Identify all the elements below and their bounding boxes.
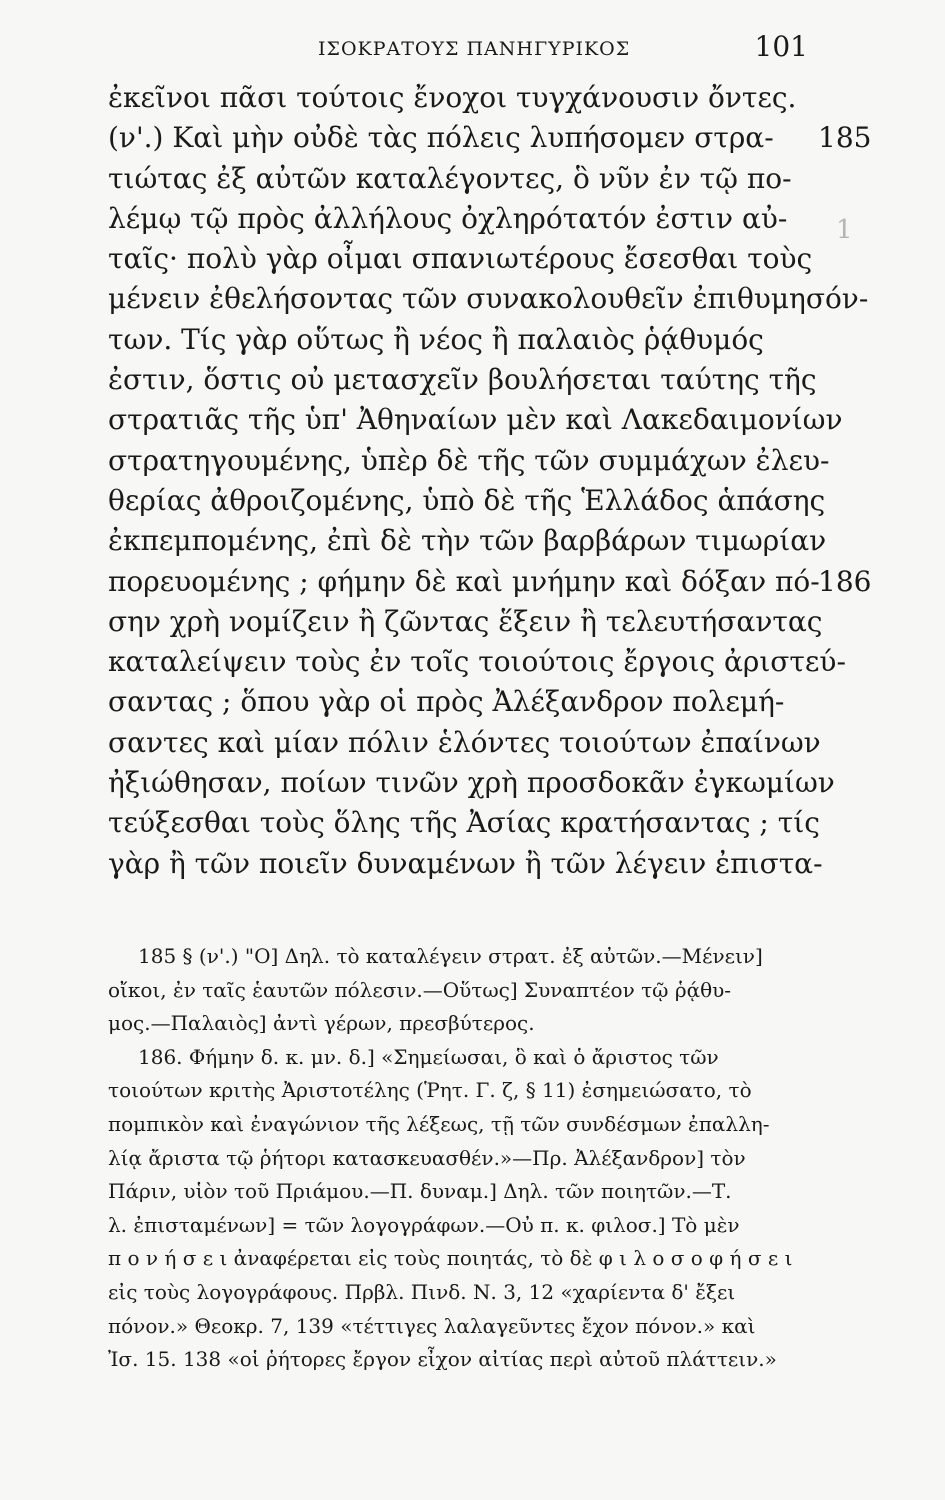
text-line: λέμῳ τῷ πρὸς ἀλλήλους ὀχληρότατόν ἐστιν αὐ- — [108, 201, 788, 235]
footnote-line: Πάριν, υἱὸν τοῦ Πριάμου.—Π. δυναμ.] Δηλ. τῶν ποιητῶν.—Τ. — [108, 1179, 732, 1204]
text-line: σην χρὴ νομίζειν ἢ ζῶντας ἕξειν ἢ τελευτήσαντας — [108, 604, 823, 638]
footnote-line: π ο ν ή σ ε ι ἀναφέρεται εἰς τοὺς ποιητάς, τὸ δὲ φ ι λ ο σ ο φ ή σ ε ι — [108, 1246, 793, 1271]
text-line: ἐστιν, ὅστις οὐ μετασχεῖν βουλήσεται ταύτης τῆς — [108, 363, 817, 397]
text-line: τιώτας ἐξ αὐτῶν καταλέγοντες, ὃ νῦν ἐν τῷ πο- — [108, 161, 792, 195]
text-line: καταλείψειν τοὺς ἐν τοῖς τοιούτοις ἔργοις ἀριστεύ- — [108, 645, 846, 679]
footnote-line: οἴκοι, ἐν ταῖς ἑαυτῶν πόλεσιν.—Οὕτως] Συναπτέον τῷ ῥᾴθυ- — [108, 977, 732, 1002]
footnote-line: πόνον.» Θεοκρ. 7, 139 «τέττιγες λαλαγεῦντες ἔχον πόνον.» καὶ — [108, 1313, 756, 1338]
text-line: ἐκεῖνοι πᾶσι τούτοις ἔνοχοι τυγχάνουσιν ὄντες. — [108, 81, 797, 114]
footnotes — [108, 940, 823, 1377]
text-line: ταῖς· πολὺ γὰρ οἶμαι σπανιωτέρους ἔσεσθαι τοὺς — [108, 242, 813, 276]
text-line: στρατηγουμένης, ὑπὲρ δὲ τῆς τῶν συμμάχων ἐλευ- — [108, 443, 830, 477]
footnote-line: λ. ἐπισταμένων] = τῶν λογογράφων.—Οὐ π. κ. φιλοσ.] Τὸ μὲν — [108, 1212, 740, 1237]
footnote-line: εἰς τοὺς λογογράφους. Πρβλ. Πινδ. Ν. 3, 12 «χαρίεντα δ' ἔξει — [108, 1279, 736, 1304]
page-number: 101 — [754, 30, 808, 63]
text-line: θερίας ἀθροιζομένης, ὑπὸ δὲ τῆς Ἑλλάδος ἁπάσης — [108, 483, 826, 517]
footnote-line: 186. Φήμην δ. κ. μν. δ.] «Σημείωσαι, ὃ καὶ ὁ ἄριστος τῶν — [138, 1044, 719, 1069]
text-line: πορευομένης ; φήμην δὲ καὶ μνήμην καὶ δόξαν πό- — [108, 564, 820, 598]
text-line: στρατιᾶς τῆς ὑπ' Ἀθηναίων μὲν καὶ Λακεδαιμονίων — [108, 403, 843, 437]
footnote-line: 185 § (ν'.) "Ο] Δηλ. τὸ καταλέγειν στρατ. ἐξ αὐτῶν.—Μένειν] — [138, 944, 763, 968]
footnote-line: πομπικὸν καὶ ἐναγώνιον τῆς λέξεως, τῇ τῶν συνδέσμων ἐπαλλη- — [108, 1111, 770, 1136]
text-line: σαντες καὶ μίαν πόλιν ἑλόντες τοιούτων ἐπαίνων — [108, 725, 821, 759]
footnote-line: μος.—Παλαιὸς] ἀντὶ γέρων, πρεσβύτερος. — [108, 1011, 535, 1036]
text-line: μένειν ἐθελήσοντας τῶν συνακολουθεῖν ἐπιθυμησόν- — [108, 282, 869, 316]
footnote-line: Ἰσ. 15. 138 «οἱ ῥήτορες ἔργον εἶχον αἰτίας περὶ αὐτοῦ πλάττειν.» — [108, 1347, 777, 1372]
text-line: γὰρ ἢ τῶν ποιεῖν δυναμένων ἢ τῶν λέγειν ἐπιστα- — [108, 846, 823, 880]
section-number: 186 — [818, 564, 872, 598]
text-line: ἐκπεμπομένης, ἐπὶ δὲ τὴν τῶν βαρβάρων τιμωρίαν — [108, 524, 827, 558]
footnote-line: τοιούτων κριτὴς Ἀριστοτέλης (Ῥητ. Γ. ζ, § 11) ἐσημειώσατο, τὸ — [108, 1078, 752, 1103]
text-line: των. Τίς γὰρ οὕτως ἢ νέος ἢ παλαιὸς ῥᾴθυμός — [108, 322, 764, 356]
running-title: ΙΣΟΚΡΑΤΟΥΣ ΠΑΝΗΓΥΡΙΚΟΣ — [318, 38, 631, 60]
bleed-through-mark: 1 — [836, 215, 853, 245]
text-line: τεύξεσθαι τοὺς ὅλης τῆς Ἀσίας κρατήσαντας ; τίς — [108, 806, 820, 840]
text-line: σαντας ; ὅπου γὰρ οἱ πρὸς Ἀλέξανδρον πολεμή- — [108, 685, 785, 719]
text-line: ἠξιώθησαν, ποίων τινῶν χρὴ προσδοκᾶν ἐγκωμίων — [108, 766, 835, 800]
running-header — [108, 30, 808, 66]
section-number: 185 — [818, 121, 872, 155]
text-line: (ν'.) Καὶ μὴν οὐδὲ τὰς πόλεις λυπήσομεν στρα- — [108, 121, 774, 155]
footnote-line: λίᾳ ἄριστα τῷ ῥήτορι κατασκευασθέν.»—Πρ. Ἀλέξανδρον] τὸν — [108, 1145, 746, 1170]
